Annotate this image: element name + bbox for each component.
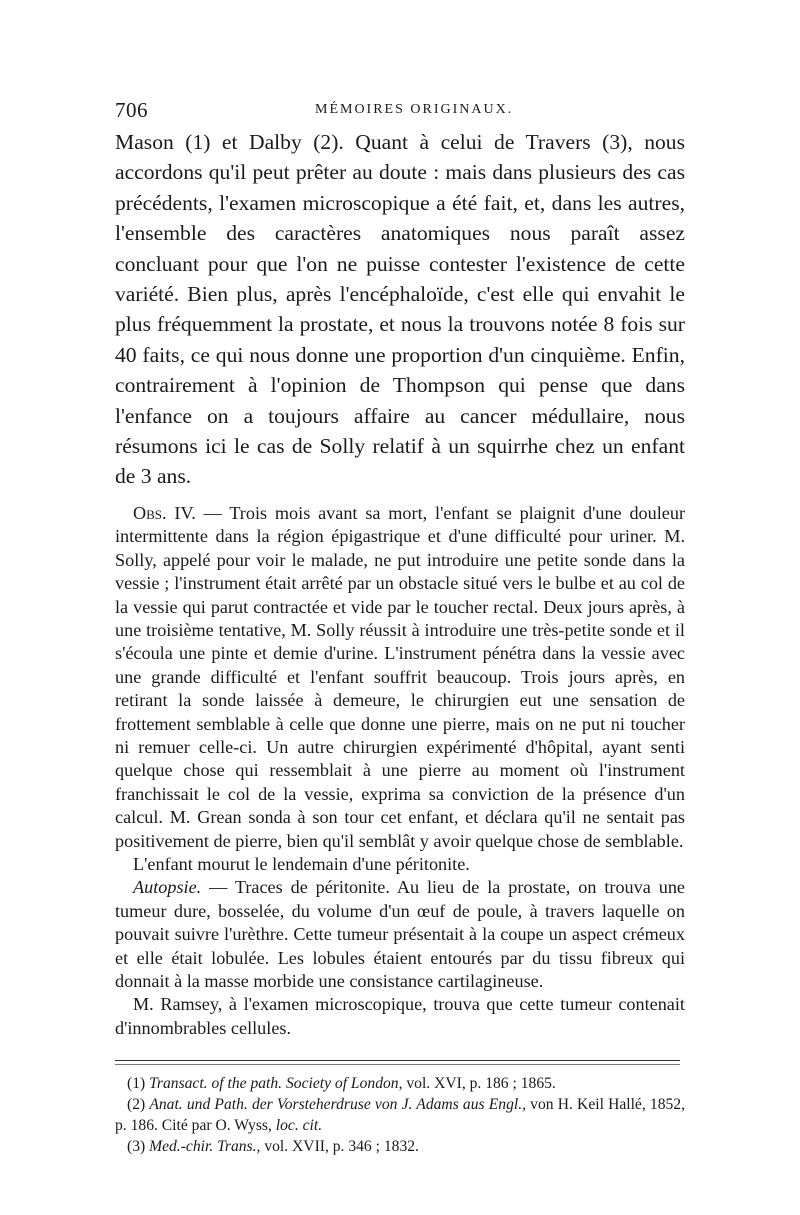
running-header [115, 98, 685, 124]
autopsy-text: — Traces de péritonite. Au lieu de la prostate, on trouva une tumeur dure, bosselée, du volume d'un œuf de poule, à travers laquelle on pouvait suivre l'urèthre. Cette tumeur présentait à la coupe un aspect crémeux et elle était lobulée. Les lobules étaient entourés par du tissu fibreux qui donnait à la masse morbide une consistance cartilagineuse. [115, 877, 685, 991]
footnote-citation: Med.-chir. Trans., [149, 1138, 261, 1155]
death-paragraph: L'enfant mourut le lendemain d'une péritonite. [133, 853, 470, 874]
footnote-citation: Transact. of the path. Society of London, [149, 1075, 403, 1092]
observation-paragraph [115, 502, 685, 853]
footnote-loc-cit: loc. cit. [275, 1117, 323, 1134]
running-title: MÉMOIRES ORIGINAUX. [315, 102, 514, 117]
observation-label: Obs. IV. [133, 502, 196, 523]
footnote-rest: vol. XVI, p. 186 ; 1865. [402, 1075, 556, 1092]
autopsy-paragraph [115, 876, 685, 993]
main-text [115, 127, 685, 1040]
footnote-rest: vol. XVII, p. 346 ; 1832. [260, 1138, 419, 1155]
page-number: 706 [115, 98, 148, 122]
footnote-rest: von H. Keil Hallé, 1852, p. 186. Cité par O. Wyss, [115, 1096, 685, 1134]
observation-text: — Trois mois avant sa mort, l'enfant se plaignit d'une douleur intermittente dans la région épigastrique et d'une difficulté pour uriner. M. Solly, appelé pour voir le malade, ne put introduire une petite sonde dans la vessie ; l'instrument était arrêté par un obstacle situé vers le bulbe et au col de la vessie qui parut contractée et vide par le toucher rectal. Deux jours après, à une troisième tentative, M. Solly réussit à introduire une très-petite sonde et il s'écoula une pinte et demie d'urine. L'instrument pénétra dans la vessie avec une grande difficulté et l'enfant souffrit beaucoup. Trois jours après, en retirant la sonde laissée à demeure, le chirurgien eut une sensation de frottement semblable à celle que donne une pierre, mais on ne put ni toucher ni remuer celle-ci. Un autre chirurgien expérimenté d'hôpital, ayant senti quelque chose qui ressemblait à une pierre au moment où l'instrument franchissait le col de la vessie, exprima sa conviction de la présence d'un calcul. M. Grean sonda à son tour cet enfant, et déclara qu'il ne sentait pas positivement de pierre, bien qu'il semblât y avoir quelque chose de semblable. [115, 502, 685, 851]
footnote-2 [115, 1094, 685, 1136]
footnote-citation: Anat. und Path. der Vorsteherdruse von J. Adams aus Engl., [149, 1096, 526, 1113]
ramsey-paragraph: M. Ramsey, à l'examen microscopique, trouva que cette tumeur contenait d'innombrables cellules. [115, 994, 685, 1038]
footnote-marker: (1) [127, 1075, 146, 1092]
intro-paragraph: Mason (1) et Dalby (2). Quant à celui de Travers (3), nous accordons qu'il peut prêter au doute : mais dans plusieurs des cas précédents, l'examen microscopique a été fait, et, dans les autres, l'ensemble des caractères anatomiques nous paraît assez concluant pour que l'on ne puisse contester l'existence de cette variété. Bien plus, après l'encéphaloïde, c'est elle qui envahit le plus fréquemment la prostate, et nous la trouvons notée 8 fois sur 40 faits, ce qui nous donne une proportion d'un cinquième. Enfin, contrairement à l'opinion de Thompson qui pense que dans l'enfance on a toujours affaire au cancer médullaire, nous résumons ici le cas de Solly relatif à un squirrhe chez un enfant de 3 ans. [115, 130, 685, 489]
footnote-3 [115, 1136, 685, 1157]
footnote-1 [115, 1073, 685, 1094]
autopsy-label: Autopsie. [133, 877, 202, 898]
footnote-rule [115, 1060, 680, 1061]
footnote-rule-thin [115, 1064, 680, 1065]
footnote-marker: (2) [127, 1096, 146, 1113]
footnote-marker: (3) [127, 1138, 146, 1155]
footnotes [115, 1073, 685, 1157]
observation-block [115, 502, 685, 1040]
